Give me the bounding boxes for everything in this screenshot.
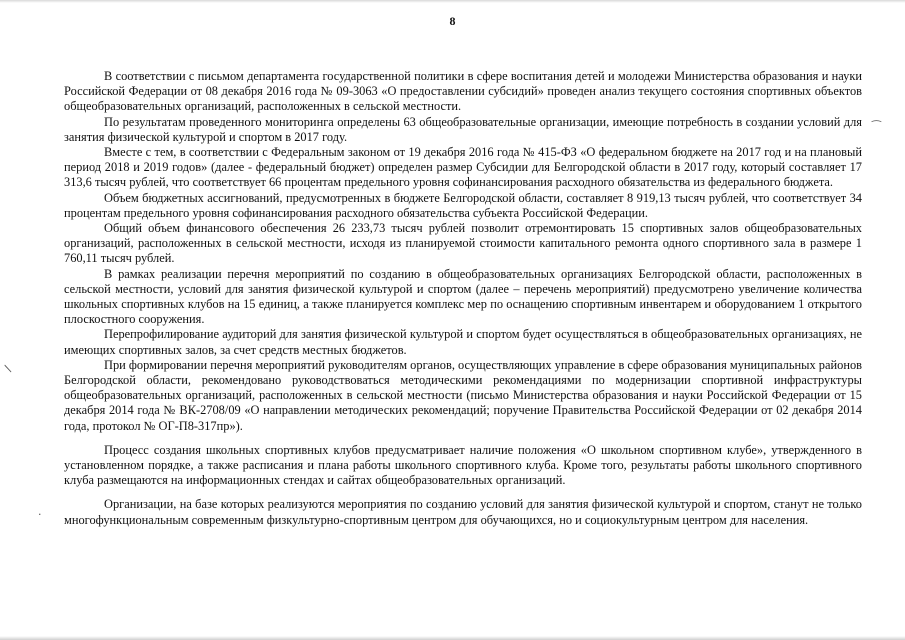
- document-body: [64, 69, 862, 528]
- scan-mark-check: ⁀: [872, 120, 881, 133]
- paragraph-monitoring-results: По результатам проведенного мониторинга определены 63 общеобразовательные организации, имеющие потребность в создании условий для занятия физической культурой и спортом в 2017 году.: [64, 114, 862, 144]
- paragraph-recommendations: При формировании перечня мероприятий руководителям органов, осуществляющих управление в сфере образования муниципальных районов Белгородской области, рекомендовано руководствоваться методическими рекомендациями по модернизации спортивной инфраструктуры общеобразовательных организаций, расположенных в сельской местности (письмо Министерства образования и науки Российской Федерации от 15 декабря 2014 года № ВК-2708/09 «О направлении методических рекомендаций; поручение Правительства Российской Федерации от 02 декабря 2014 года, протокол № ОГ-П8-317пр»).: [64, 357, 862, 433]
- scan-mark-left: /: [1, 363, 15, 374]
- paragraph-organizations: Организации, на базе которых реализуются мероприятия по созданию условий для занятия физической культурой и спортом, станут не только многофункциональным современным физкультурно-спортивным центром для обучающихся, но и социокультурным центром для населения.: [64, 497, 862, 527]
- paragraph-total-funding: Общий объем финансового обеспечения 26 233,73 тысяч рублей позволит отремонтировать 15 спортивных залов общеобразовательных организаций, расположенных в сельской местности, исходя из планируемой стоимости капитального ремонта одного спортивного зала в размере 1 760,11 тысяч рублей.: [64, 221, 862, 266]
- paragraph-school-clubs: Процесс создания школьных спортивных клубов предусматривает наличие положения «О школьном спортивном клубе», утвержденного в установленном порядке, а также расписания и плана работы школьного спортивного клуба. Кроме того, результаты работы школьного спортивного клуба размещаются на информационных стендах и сайтах общеобразовательных организаций.: [64, 442, 862, 488]
- scan-bottom-edge: [0, 636, 905, 640]
- paragraph-repurposing: Перепрофилирование аудиторий для занятия физической культурой и спортом будет осуществляться в общеобразовательных организациях, не имеющих спортивных залов, за счет средств местных бюджетов.: [64, 327, 862, 357]
- paragraph-letter-reference: В соответствии с письмом департамента государственной политики в сфере воспитания детей и молодежи Министерства образования и науки Российской Федерации от 08 декабря 2016 года № 09-3063 «О предоставлении субсидий» проведен анализ текущего состояния спортивных объектов общеобразовательных организаций, расположенных в сельской местности.: [64, 69, 862, 114]
- paragraph-measures: В рамках реализации перечня мероприятий по созданию в общеобразовательных организациях Белгородской области, расположенных в сельской местности, условий для занятия физической культурой и спортом (далее – перечень мероприятий) предусмотрено увеличение количества школьных спортивных клубов на 15 единиц, а также планируется комплекс мер по оснащению спортивным инвентарем и оборудованием 1 открытого плоскостного сооружения.: [64, 266, 862, 327]
- scan-mark-dot: ·: [38, 508, 42, 521]
- page-number: 8: [449, 14, 456, 28]
- scan-top-edge: [0, 0, 905, 3]
- paragraph-regional-budget: Объем бюджетных ассигнований, предусмотренных в бюджете Белгородской области, составляет 8 919,13 тысяч рублей, что соответствует 34 процентам предельного уровня софинансирования расходного обязательства субъекта Российской Федерации.: [64, 190, 862, 220]
- paragraph-federal-budget: Вместе с тем, в соответствии с Федеральным законом от 19 декабря 2016 года № 415-ФЗ «О федеральном бюджете на 2017 год и на плановый период 2018 и 2019 годов» (далее - федеральный бюджет) определен размер Субсидии для Белгородской области в 2017 году, который составляет 17 313,6 тысяч рублей, что соответствует 66 процентам предельного уровня софинансирования расходного обязательства из федерального бюджета.: [64, 145, 862, 190]
